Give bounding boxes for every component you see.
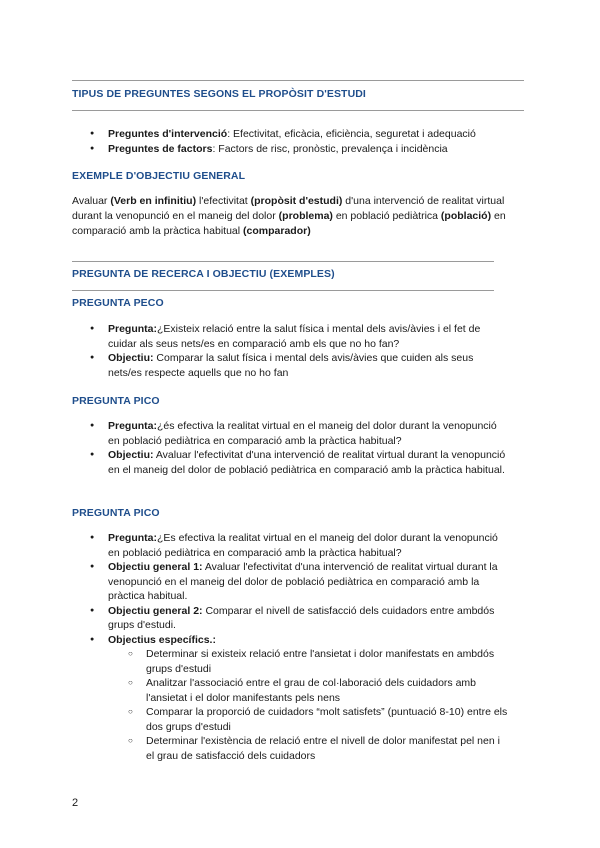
pico-1-list bbox=[90, 419, 510, 477]
list-item: ● Pregunta:¿Es efectiva la realitat virtual en el maneig del dolor durant la venopunció en població pediàtrica en comparació amb la pràctica habitual? bbox=[90, 531, 510, 560]
list-item: ● Objectiu: Comparar la salut física i mental dels avis/àvies que cuiden als seus nets/es respecte aquells que no ho fan bbox=[90, 351, 510, 380]
heading-types: TIPUS DE PREGUNTES SEGONS EL PROPÒSIT D'ESTUDI bbox=[72, 88, 366, 100]
list-item: ● Pregunta:¿és efectiva la realitat virtual en el maneig del dolor durant la venopunció en població pediàtrica en comparació amb la pràctica habitual? bbox=[90, 419, 510, 448]
heading-research: PREGUNTA DE RECERCA I OBJECTIU (EXEMPLES) bbox=[72, 268, 335, 280]
list-item: ○ Comparar la proporció de cuidadors “molt satisfets” (puntuació 8-10) entre els dos grups d'estudi bbox=[126, 705, 510, 734]
list-item: ○ Determinar l'existència de relació entre el nivell de dolor manifestat pel nen i el grau de satisfacció dels cuidadors bbox=[126, 734, 510, 763]
list-item: ● Objectiu general 2: Comparar el nivell de satisfacció dels cuidadors entre ambdós grups d'estudi. bbox=[90, 604, 510, 633]
peco-list bbox=[90, 322, 510, 380]
list-item: ○ Analitzar l'associació entre el grau de col·laboració dels cuidadors amb l'ansietat i el dolor manifestants pels nens bbox=[126, 676, 510, 705]
list-item: ● Preguntes de factors: Factors de risc, pronòstic, prevalença i incidència bbox=[90, 142, 510, 157]
list-item: ● Objectius específics.: ○ Determinar si existeix relació entre l'ansietat i dolor manifestats en ambdós grups d'estudi ○ Analitzar l'associació entre el grau de col·laboració dels cuidadors amb l'ansietat i el dolor manifestants pels nens ○ Comparar la proporció de cuidadors “molt satisfets” (puntuació 8-10) entre els dos grups d'estudi ○ Determinar l'existència de relació entre el nivell de dolor manifestat pel nen i el grau de satisfacció dels cuidadors bbox=[90, 633, 510, 764]
list-item: ● Objectiu: Avaluar l'efectivitat d'una intervenció de realitat virtual durant la venopunció en el maneig del dolor de població pediàtrica en comparació amb la pràctica habitual. bbox=[90, 448, 510, 477]
divider-top bbox=[72, 80, 524, 81]
heading-peco: PREGUNTA PECO bbox=[72, 297, 164, 309]
list-item: ○ Determinar si existeix relació entre l'ansietat i dolor manifestats en ambdós grups d'estudi bbox=[126, 647, 510, 676]
list-item: ● Pregunta:¿Existeix relació entre la salut física i mental dels avis/àvies i el fet de cuidar als seus nets/es en comparació amb els que no ho fan? bbox=[90, 322, 510, 351]
heading-example: EXEMPLE D'OBJECTIU GENERAL bbox=[72, 170, 246, 182]
heading-pico-2: PREGUNTA PICO bbox=[72, 507, 160, 519]
pico-2-list bbox=[90, 531, 510, 763]
types-list bbox=[90, 127, 510, 156]
heading-pico-1: PREGUNTA PICO bbox=[72, 395, 160, 407]
list-item: ● Preguntes d'intervenció: Efectivitat, eficàcia, eficiència, seguretat i adequació bbox=[90, 127, 510, 142]
divider-types-bottom bbox=[72, 110, 524, 111]
specific-objectives-list bbox=[108, 647, 510, 763]
page-number: 2 bbox=[72, 797, 79, 809]
divider-research-bottom bbox=[72, 290, 494, 291]
list-item: ● Objectiu general 1: Avaluar l'efectivitat d'una intervenció de realitat virtual durant la venopunció en el maneig del dolor de població pediàtrica en comparació amb la pràctica habitual. bbox=[90, 560, 510, 604]
example-paragraph: Avaluar (Verb en infinitiu) l'efectivitat (propòsit d'estudi) d'una intervenció de realitat virtual durant la venopunció en el maneig del dolor (problema) en població pediàtrica (població) en comparació amb la pràctica habitual (comparador) bbox=[72, 195, 506, 237]
divider-research-top bbox=[72, 261, 494, 262]
